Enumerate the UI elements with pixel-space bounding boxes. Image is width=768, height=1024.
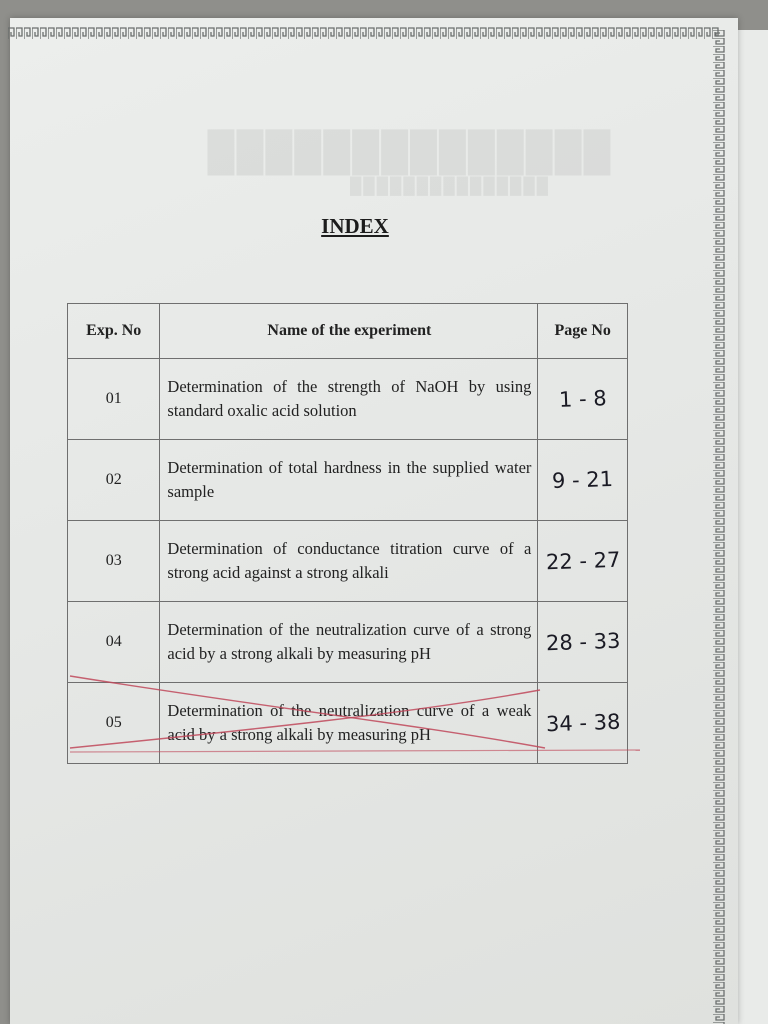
row-exp-no: 03: [68, 521, 160, 602]
row-page-no: 34 - 38: [545, 709, 621, 737]
row-experiment-name: Determination of total hardness in the supplied water sample: [160, 440, 538, 521]
row-page-no-cell: [538, 683, 628, 764]
header-page-no: Page No: [538, 304, 628, 359]
decorative-border-right: [711, 30, 727, 1024]
row-exp-no: 02: [68, 440, 160, 521]
table-row: [68, 602, 628, 683]
table-row: [68, 440, 628, 521]
row-exp-no: 05: [68, 683, 160, 764]
row-experiment-name: Determination of conductance titration curve of a strong acid against a strong alkali: [160, 521, 538, 602]
watermark-bleed-sub: ███████████████: [349, 178, 551, 195]
row-page-no-cell: [538, 602, 628, 683]
row-exp-no: 01: [68, 359, 160, 440]
row-exp-no: 04: [68, 602, 160, 683]
decorative-border-top: [8, 25, 720, 41]
row-page-no-cell: [538, 440, 628, 521]
row-page-no-cell: [538, 359, 628, 440]
table-row: [68, 359, 628, 440]
row-page-no: 1 - 8: [558, 386, 607, 412]
header-exp-no: Exp. No: [68, 304, 160, 359]
row-page-no: 9 - 21: [551, 466, 614, 494]
watermark-bleed: ██████████████: [207, 131, 613, 173]
index-heading: INDEX: [321, 214, 389, 238]
header-experiment-name: Name of the experiment: [160, 304, 538, 359]
row-experiment-name: Determination of the strength of NaOH by using standard oxalic acid solution: [160, 359, 538, 440]
row-page-no-cell: [538, 521, 628, 602]
row-page-no: 22 - 27: [545, 547, 621, 575]
index-table: [67, 303, 628, 764]
table-header-row: [68, 304, 628, 359]
row-page-no: 28 - 33: [545, 628, 621, 656]
table-row: [68, 521, 628, 602]
row-experiment-name: Determination of the neutralization curve of a weak acid by a strong alkali by measuring pH: [160, 683, 538, 764]
row-experiment-name: Determination of the neutralization curve of a strong acid by a strong alkali by measuring pH: [160, 602, 538, 683]
table-row: [68, 683, 628, 764]
